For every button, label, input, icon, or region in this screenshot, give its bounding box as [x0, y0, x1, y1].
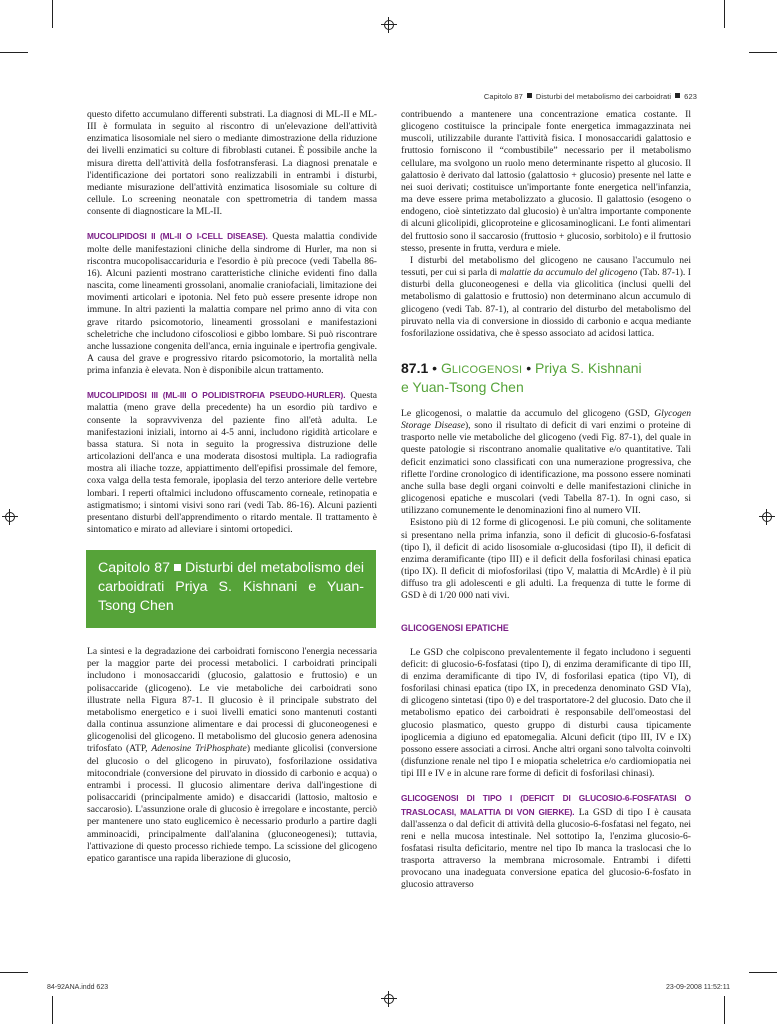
- paragraph: MUCOLIPIDOSI II (ML-II O I-CELL DISEASE). Questa malattia condivide molte delle manifestazioni cliniche della sindrome di Hurler, ma non si riscontra mucopolisaccariduria e l'esordio è più precoce (vedi Tabella 86-16). Alcuni pazienti mostrano caratteristiche cliniche evidenti fino dalla nascita, come lineamenti grossolani, anomalie craniofaciali, limitazione dei movimenti articolari e ipotonia. Nel feto può essere presente idrope non immune. In altri pazienti la malattia compare nel primo anno di vita con grave ritardo psicomotorio, lineamenti grossolani e manifestazioni scheletriche che includono cifoscoliosi e gibbo lombare. Si può riscontrare anche lussazione congenita dell'anca, ernia inguinale e ipertrofia gengivale. A causa del grave e progressivo ritardo psicomotorio, la mortalità nella prima infanzia è elevata. Non è disponibile alcun trattamento.: [87, 231, 377, 377]
- chapter-title: Disturbi del metabolismo dei carboidrati: [98, 560, 364, 596]
- crop-mark: [749, 972, 777, 973]
- subheading: GLICOGENOSI EPATICHE: [401, 623, 509, 634]
- left-column: [87, 109, 377, 865]
- chapter-label: Capitolo 87: [98, 560, 171, 577]
- paragraph: Le glicogenosi, o malattie da accumulo del glicogeno (GSD, Glycogen Storage Disease), sono il risultato di deficit di vari enzimi o proteine di trasporto nelle vie metaboliche del glicogeno (vedi Fig. 87-1), del quale in queste patologie si riscontrano anomalie qualitative e/o quantitative. Tali deficit enzimatici sono classificati con una numerazione progressiva, che riflette l'ordine cronologico di identificazione, ma possono essere nominati anche sulla base degli organi coinvolti e delle manifestazioni cliniche in glicogenosi epatiche e muscolari (vedi Tabella 87-1). In ogni caso, si utilizzano comunemente le denominazioni fino al numero VII.: [401, 407, 691, 517]
- crop-mark: [52, 0, 53, 28]
- paragraph: questo difetto accumulano differenti substrati. La diagnosi di ML-II e ML-III è formulata in seguito al riscontro di un'elevazione dell'attività enzimatica lisosomiale nel siero o mediante dimostrazione della riduzione dei livelli enzimatici su colture di fibroblasti cutanei. È possibile anche la misura diretta dell'attività della fosfotransferasi. La diagnosi prenatale e l'identificazione dei portatori sono realizzabili in entrambi i disturbi, mediante misurazione dell'attività enzimatica lisosomiale su colture di cellule. Lo screening neonatale con spettrometria di tandem massa consente di diagnosticare la ML-II.: [87, 109, 377, 218]
- registration-mark-bottom: [381, 991, 397, 1007]
- paragraph: GLICOGENOSI DI TIPO I (DEFICIT DI GLUCOSIO-6-FOSFATASI O TRASLOCASI, MALATTIA DI VON GIERKE). La GSD di tipo I è causata dall'assenza o dal deficit di attività della glucosio-6-fosfatasi nel fegato, nei reni e nella mucosa intestinale. Nel sottotipo Ia, l'enzima glucosio-6-fosfatasi risulta deficitario, mentre nel tipo Ib manca la traslocasi che lo trasporta attraverso la membrana microsomale. Entrambi i difetti provocano una inadeguata conversione epatica del glucosio-6-fosfato in glucosio attraverso: [401, 793, 692, 891]
- section-title: 87.1 • GLICOGENOSI • Priya S. Kishnani e Yuan-Tsong Chen: [401, 359, 642, 395]
- header-title: Disturbi del metabolismo dei carboidrati: [535, 92, 672, 101]
- square-bullet-icon: [174, 564, 181, 571]
- paragraph: Esistono più di 12 forme di glicogenosi. Le più comuni, che solitamente si presentano nella prima infanzia, sono il deficit di glucosio-6-fosfatasi (tipo I), il deficit di acido lisosomiale α-glucosidasi (tipo II), il deficit di enzima deramificante (tipo III) e il deficit della fosforilasi chinasi epatica (tipo IX). Il deficit di miofosforilasi (tipo V, malattia di McArdle) è il più diffuso tra gli adolescenti e gli adulti. La frequenza di tutte le forme di GSD è di 1/20 000 nati vivi.: [401, 517, 691, 602]
- footer-timestamp: 23-09-2008 11:52:11: [666, 984, 730, 991]
- crop-mark: [724, 0, 725, 28]
- paragraph: La sintesi e la degradazione dei carboidrati forniscono l'energia necessaria per la maggior parte dei processi metabolici. I carboidrati principali includono i monosaccaridi (glucosio, galattosio e fruttosio) e un polisaccaride (glicogeno). Le vie metaboliche dei carboidrati sono illustrate nella Figura 87-1. Il glucosio è il principale substrato del metabolismo energetico e i suoi livelli ematici sono mantenuti costanti dalla continua assunzione alimentare e dai processi di gluconeogenesi e glicogenolisi del glicogeno. Il metabolismo del glucosio genera adenosina trifosfato (ATP, Adenosine TriPhosphate) mediante glicolisi (conversione del glucosio o del glicogeno in piruvato), fosforilazione ossidativa mitocondriale (conversione del piruvato in diossido di carbonio e acqua) o entrambi i processi. Il glucosio alimentare deriva dall'ingestione di polisaccaridi (principalmente amido) e disaccaridi (lattosio, maltosio e saccarosio). L'assunzione orale di glucosio è irregolare e incostante, perciò per mantenere uno stato euglicemico è necessario produrlo a partire dagli amminoacidi, principalmente dall'alanina (gluconeogenesi); tuttavia, l'attivazione di questo processo richiede tempo. La scissione del glicogeno epatico garantisce una rapida liberazione di glucosio,: [87, 646, 377, 864]
- crop-mark: [0, 972, 28, 973]
- paragraph: Le GSD che colpiscono prevalentemente il fegato includono i seguenti deficit: di glucosio-6-fosfatasi (tipo I), di enzima deramificante di tipo III, di enzima deramificante di tipo IV, di fosforilasi epatica (tipo VI), di fosforilasi chinasi epatica (tipo IX, in precedenza denominato GSD VIa), di glicogeno sintetasi (tipo 0) e del trasportatore-2 del glucosio. Dato che il metabolismo epatico dei carboidrati è responsabile dell'omeostasi del glucosio plasmatico, questo gruppo di disturbi causa tipicamente ipoglicemia a digiuno ed epatomegalia. Alcuni deficit (tipo III, IV e IX) possono essere associati a cirrosi. Anche altri organi sono talvolta coinvolti (disfunzione renale nel tipo I e miopatia scheletrica e/o cardiomiopatia nei tipi III e IV e in alcune rare forme di deficit di fosforilasi chinasi).: [401, 646, 691, 780]
- crop-mark: [749, 52, 777, 53]
- chapter-authors: Priya S. Kishnani e Yuan-Tsong Chen: [98, 579, 364, 615]
- page-number: 623: [684, 92, 697, 101]
- square-bullet-icon: [527, 93, 532, 98]
- registration-mark-right: [759, 509, 775, 525]
- crop-mark: [0, 52, 28, 53]
- paragraph: MUCOLIPIDOSI III (ML-III O POLIDISTROFIA PSEUDO-HURLER). Questa malattia (meno grave della precedente) ha un esordio più tardivo e consente la sopravvivenza del paziente fino all'età adulta. Le manifestazioni iniziali, intorno ai 4-5 anni, includono rigidità articolare e bassa statura. Si nota in seguito la progressiva distruzione delle articolazioni dell'anca e una moderata disostosi multipla. La radiografia mostra ali iliache tozze, appiattimento dell'epifisi prossimale del femore, coxa valga della testa femorale, ipoplasia del terzo anteriore delle vertebre lombari. I reperti oftalmici includono offuscamento corneale, retinopatia e astigmatismo; i sintomi visivi sono rari (vedi Tab. 86-16). Alcuni pazienti presentano disturbi dell'apprendimento o ritardo mentale. Il trattamento è sintomatico e mirato ad alleviare i sintomi ortopedici.: [87, 390, 377, 535]
- crop-mark: [724, 996, 725, 1024]
- right-column: [401, 109, 691, 892]
- run-in-heading: GLICOGENOSI DI TIPO I (DEFICIT DI GLUCOSIO-6-FOSFATASI O TRASLOCASI, MALATTIA DI VON GIERKE).: [401, 793, 691, 817]
- crop-mark: [52, 996, 53, 1024]
- footer-filename: 84-92ANA.indd 623: [47, 984, 109, 991]
- running-header: [484, 92, 697, 101]
- square-bullet-icon: [675, 93, 680, 98]
- header-chapter: Capitolo 87: [483, 92, 523, 101]
- registration-mark-top: [381, 17, 397, 33]
- paragraph: contribuendo a mantenere una concentrazione ematica costante. Il glicogeno costituisce la principale fonte energetica immagazzinata nei muscoli, utilizzabile durante l'attività fisica. I monosaccaridi galattosio e fruttosio forniscono il “combustibile” necessario per il metabolismo cellulare, ma svolgono un ruolo meno determinante rispetto al glucosio. Il galattosio è derivato dal lattosio (galattosio + glucosio) presente nel latte e nei suoi derivati; costituisce un'importante fonte energetica nell'infanzia, ma deve essere prima metabolizzato a glucosio. Il galattosio (esogeno o endogeno, cioè sintetizzato dal glucosio) è un'altra importante componente di alcuni glicolipidi, glicoproteine e glicosaminoglicani. Le fonti alimentari del fruttosio sono il saccarosio (fruttosio + glucosio, sorbitolo) e il fruttosio stesso, presente in frutta, verdura e miele.: [401, 109, 691, 254]
- section-authors: e Yuan-Tsong Chen: [401, 378, 524, 395]
- paragraph: I disturbi del metabolismo del glicogeno ne causano l'accumulo nei tessuti, per cui si parla di malattie da accumulo del glicogeno (Tab. 87-1). I disturbi della gluconeogenesi e della via glicolitica (inclusi quelli del metabolismo di galattosio e fruttosio) non determinano alcun accumulo di glicogeno (vedi Tab. 87-1), al contrario del disturbo del metabolismo del piruvato nella via di conversione in diossido di carbonio e acqua mediante fosforilazione ossidativa, che è spesso associato ad acidosi lattica.: [401, 254, 691, 339]
- run-in-heading: MUCOLIPIDOSI III (ML-III O POLIDISTROFIA PSEUDO-HURLER).: [87, 390, 346, 401]
- chapter-title-box: [86, 550, 376, 628]
- run-in-heading: MUCOLIPIDOSI II (ML-II O I-CELL DISEASE).: [87, 231, 268, 242]
- registration-mark-left: [2, 509, 18, 525]
